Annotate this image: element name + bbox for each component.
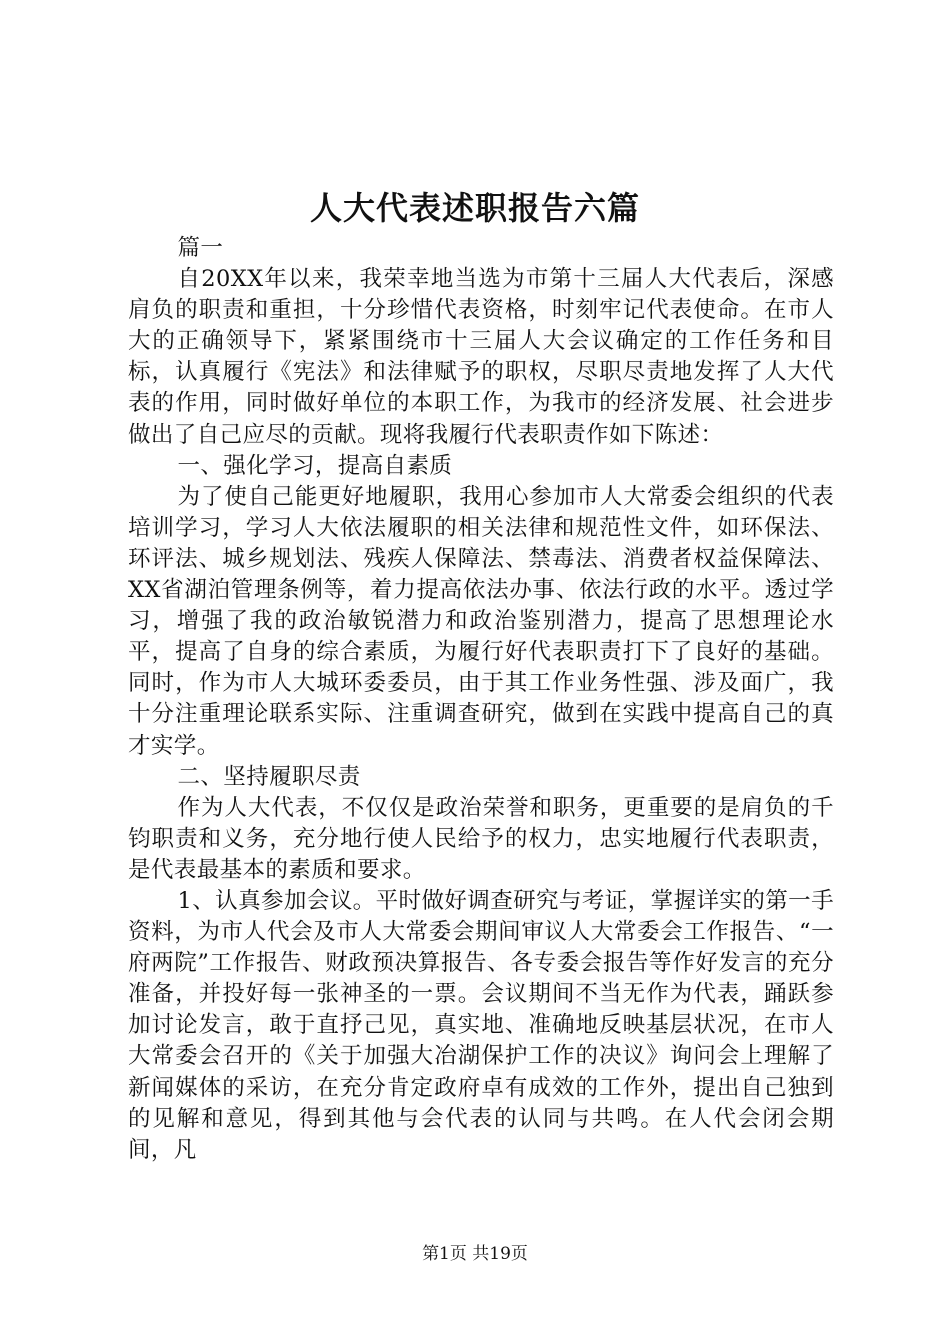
paragraph-meetings: 1、认真参加会议。平时做好调查研究与考证，掌握详实的第一手资料，为市人代会及市人大常委会期间审议人大常委会工作报告、“一府两院”工作报告、财政预决算报告、各专委会报告等作好发言的充分准备，并投好每一张神圣的一票。会议期间不当无作为代表，踊跃参加讨论发言，敢于直抒己见，真实地、准确地反映基层状况，在市人大常委会召开的《关于加强大冶湖保护工作的决议》询问会上理解了新闻媒体的采访，在充分肯定政府卓有成效的工作外，提出自己独到的见解和意见，得到其他与会代表的认同与共鸣。在人代会闭会期间，凡 <box>128 887 834 1163</box>
heading-duty: 二、坚持履职尽责 <box>177 763 361 790</box>
paragraph-duty: 作为人大代表，不仅仅是政治荣誉和职务，更重要的是肩负的千钧职责和义务，充分地行使人民给予的权力，忠实地履行代表职责，是代表最基本的素质和要求。 <box>128 794 834 883</box>
document-body <box>128 233 834 1166</box>
heading-study: 一、强化学习，提高自素质 <box>177 452 453 479</box>
document-title: 人大代表述职报告六篇 <box>309 189 640 227</box>
paragraph-study: 为了使自己能更好地履职，我用心参加市人大常委会组织的代表培训学习，学习人大依法履职的相关法律和规范性文件，如环保法、环评法、城乡规划法、残疾人保障法、禁毒法、消费者权益保障法、XX省湖泊管理条例等，着力提高依法办事、依法行政的水平。透过学习，增强了我的政治敏锐潜力和政治鉴别潜力，提高了思想理论水平，提高了自身的综合素质，为履行好代表职责打下了良好的基础。同时，作为市人大城环委委员，由于其工作业务性强、涉及面广，我十分注重理论联系实际、注重调查研究，做到在实践中提高自己的真才实学。 <box>128 483 834 759</box>
page-footer: 第1页 共19页 <box>422 1244 528 1264</box>
section-label: 篇一 <box>177 235 224 261</box>
paragraph-intro: 自20XX年以来，我荣幸地当选为市第十三届人大代表后，深感肩负的职责和重担，十分珍惜代表资格，时刻牢记代表使命。在市人大的正确领导下，紧紧围绕市十三届人大会议确定的工作任务和目标，认真履行《宪法》和法律赋予的职权，尽职尽责地发挥了人大代表的作用，同时做好单位的本职工作，为我市的经济发展、社会进步做出了自己应尽的贡献。现将我履行代表职责作如下陈述： <box>128 266 834 448</box>
